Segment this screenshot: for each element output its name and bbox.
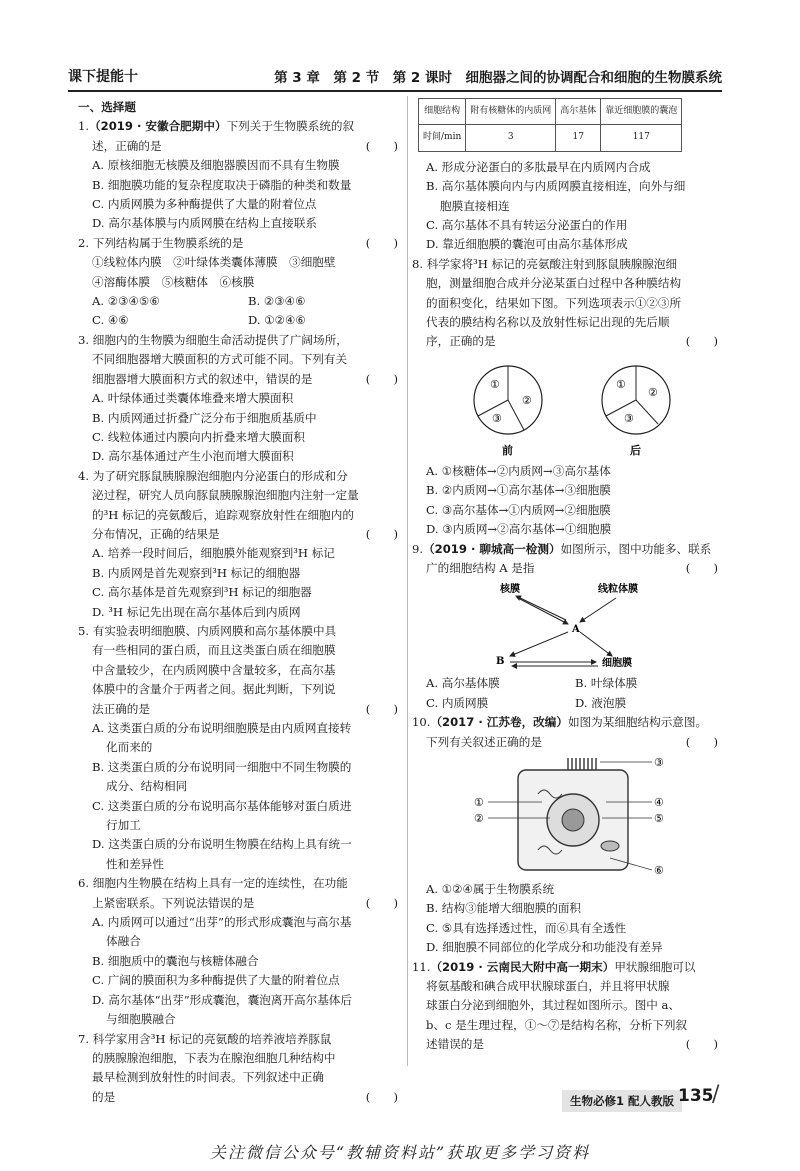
question-1 [78, 117, 404, 233]
q7-option-c: C. 高尔基体不具有转运分泌蛋白的作用 [426, 218, 628, 233]
q3-stem-2: 不同细胞器增大膜面积的方式可能不同。下列有关 [92, 352, 348, 367]
q5-option-b-cont: 成分、结构相同 [106, 779, 188, 794]
q10-number: 10. [412, 715, 431, 730]
q8-stem-1: 8. 科学家将³H 标记的亮氨酸注射到豚鼠胰腺腺泡细 [412, 256, 678, 271]
table-cell: 时间/min [419, 125, 466, 151]
q1-answer-blank: ( ) [365, 138, 398, 153]
table-cell: 3 [466, 125, 556, 151]
q4-stem-3: 的³H 标记的亮氨酸后，追踪观察放射性在细胞内的 [92, 507, 354, 522]
table-cell: 高尔基体 [556, 99, 601, 125]
question-4 [78, 467, 404, 622]
q10-stem: 如图为某细胞结构示意图。 [567, 715, 708, 730]
q7-stem-3: 最早检测到放射性的时间表。下列叙述中正确 [92, 1070, 324, 1085]
q7-option-b: B. 高尔基体膜向内与内质网膜直接相连，向外与细 [426, 179, 686, 194]
q10-cell-figure [438, 754, 698, 878]
q2-answer-blank: ( ) [365, 235, 398, 250]
q6-option-b: B. 细胞质中的囊泡与核糖体融合 [92, 953, 259, 968]
column-divider [407, 96, 408, 1066]
q9-option-c: C. 内质网膜 [426, 695, 489, 710]
q3-stem-1: 3. 细胞内的生物膜为细胞生命活动提供了广阔场所， [78, 332, 348, 347]
header-rule [68, 90, 722, 92]
pie-after-label-1: ① [616, 377, 626, 391]
q6-option-a: A. 内质网可以通过“出芽”的形式形成囊泡与高尔基 [92, 915, 352, 930]
label-mito-membrane: 线粒体膜 [598, 584, 638, 596]
q5-option-b: B. 这类蛋白质的分布说明同一细胞中不同生物膜的 [92, 759, 352, 774]
promo-footer: 关注微信公众号“教辅资料站”获取更多学习资料 [209, 1143, 591, 1162]
q4-option-a: A. 培养一段时间后，细胞膜外能观察到³H 标记 [92, 546, 335, 561]
question-6 [78, 874, 404, 1029]
label-nuclear-membrane: 核膜 [500, 584, 520, 596]
q6-option-a-cont: 体融合 [106, 934, 141, 949]
q11-stem-4: b、c 是生理过程，①～⑦是结构名称，分析下列叙 [426, 1017, 688, 1032]
pie-before-label-3: ③ [492, 411, 502, 425]
q2-option-d: D. ①②④⑥ [248, 313, 306, 328]
question-3 [78, 331, 404, 467]
q9-source: （2019 · 聊城高一检测） [423, 541, 561, 556]
q4-stem-4: 分布情况，正确的结果是 [92, 526, 220, 541]
q2-items-1: ①线粒体内膜 ②叶绿体类囊体薄膜 ③细胞壁 [92, 255, 336, 270]
q9-answer-blank: ( ) [685, 560, 718, 575]
q5-answer-blank: ( ) [365, 701, 398, 716]
q7-option-d: D. 靠近细胞膜的囊泡可由高尔基体形成 [426, 237, 628, 252]
q1-option-c: C. 内质网膜为多种酶提供了大量的附着位点 [92, 197, 317, 212]
q10-option-b: B. 结构③能增大细胞膜的面积 [426, 901, 582, 916]
q7-stem-4: 的是 [92, 1089, 116, 1104]
q5-option-d: D. 这类蛋白质的分布说明生物膜在结构上具有统一 [92, 837, 352, 852]
q7-stem-1: 7. 科学家用含³H 标记的亮氨酸的培养液培养豚鼠 [78, 1031, 332, 1046]
pie-before [474, 366, 542, 457]
q1-option-a: A. 原核细胞无核膜及细胞器膜因而不具有生物膜 [92, 158, 340, 173]
q2-items-2: ④溶酶体膜 ⑤核糖体 ⑥核膜 [92, 274, 255, 289]
q7-answer-blank: ( ) [365, 1089, 398, 1104]
q1-number: 1. [78, 119, 90, 134]
pie-before-caption: 前 [502, 443, 513, 457]
q6-stem-1: 6. 细胞内生物膜在结构上具有一定的连续性，在功能 [78, 876, 348, 891]
q2-option-c: C. ④⑥ [92, 313, 129, 328]
table-cell: 附有核糖体的内质网 [466, 99, 556, 125]
right-column [412, 98, 724, 1055]
table-cell: 细胞结构 [419, 99, 466, 125]
cell-label-6: ⑥ [654, 863, 664, 877]
q1-stem-2: 述，正确的是 [92, 138, 162, 153]
q4-option-d: D. ³H 标记先出现在高尔基体后到内质网 [92, 604, 301, 619]
q5-stem-5: 法正确的是 [92, 701, 150, 716]
q5-option-d-cont: 性和差异性 [106, 856, 164, 871]
q6-stem-2: 上紧密联系。下列说法错误的是 [92, 895, 255, 910]
q9-stem-2: 广的细胞结构 A 是指 [426, 560, 535, 575]
q4-stem-2: 泌过程，研究人员向豚鼠胰腺腺泡细胞内注射一定量 [92, 488, 359, 503]
q5-stem-1: 5. 有实验表明细胞膜、内质网膜和高尔基体膜中具 [78, 623, 337, 638]
q10-answer-blank: ( ) [685, 734, 718, 749]
q11-stem-2: 将氨基酸和碘合成甲状腺球蛋白，并且将甲状腺 [426, 978, 670, 993]
q8-stem-2: 胞，测量细胞合成并分泌某蛋白过程中各种膜结构 [426, 276, 682, 291]
q8-stem-5: 序，正确的是 [426, 334, 496, 349]
q7-stem-2: 的胰腺腺泡细胞，下表为在腺泡细胞几种结构中 [92, 1050, 336, 1065]
q1-option-b: B. 细胞膜功能的复杂程度取决于磷脂的种类和数量 [92, 177, 352, 192]
page-slash-decoration: / [712, 1082, 720, 1107]
q4-option-b: B. 内质网是首先观察到³H 标记的细胞器 [92, 565, 301, 580]
q3-answer-blank: ( ) [365, 371, 398, 386]
q9-stem: 如图所示，图中功能多、联系 [560, 541, 712, 556]
q5-stem-2: 有一些相同的蛋白质，而且这类蛋白质在细胞膜 [92, 643, 336, 658]
q8-stem-4: 代表的膜结构名称以及放射性标记出现的先后顺 [426, 315, 670, 330]
q2-option-b: B. ②③④⑥ [248, 294, 306, 309]
q8-option-d: D. ③内质网→②高尔基体→①细胞膜 [426, 522, 612, 537]
q11-source: （2019 · 云南民大附中高一期末） [430, 959, 615, 974]
pie-after-label-3: ③ [624, 411, 634, 425]
q8-pie-figure [418, 354, 718, 460]
q10-option-a: A. ①②④属于生物膜系统 [426, 881, 555, 896]
label-b: B [496, 656, 505, 668]
pie-after-label-2: ② [648, 385, 658, 399]
section-title: 一、选择题 [78, 100, 136, 114]
q1-stem: 下列关于生物膜系统的叙 [226, 119, 355, 134]
cell-label-5: ⑤ [654, 811, 664, 825]
q3-option-c: C. 线粒体通过内膜向内折叠来增大膜面积 [92, 429, 305, 444]
q5-option-a: A. 这类蛋白质的分布说明细胞膜是由内质网直接转 [92, 721, 352, 735]
q8-option-c: C. ③高尔基体→①内质网→②细胞膜 [426, 502, 611, 517]
q5-stem-3: 中含量较少，在内质网膜中含量较多，在高尔基 [92, 662, 336, 677]
cell-label-2: ② [474, 811, 484, 825]
question-2 [78, 234, 404, 331]
q10-source: （2017 · 江苏卷，改编） [430, 715, 568, 730]
q4-answer-blank: ( ) [365, 526, 398, 541]
book-badge: 生物必修1 配人教版 [562, 1090, 682, 1112]
q8-answer-blank: ( ) [685, 334, 718, 349]
table-header-row [419, 99, 682, 125]
question-8 [412, 255, 724, 540]
header-left: 课下提能十 [68, 69, 138, 85]
q9-option-a: A. 高尔基体膜 [426, 676, 500, 691]
label-cell-membrane: 细胞膜 [602, 658, 632, 670]
question-11 [412, 958, 724, 1055]
q10-option-c: C. ⑤具有选择透过性，而⑥具有全透性 [426, 920, 627, 935]
q9-option-d: D. 液泡膜 [575, 695, 627, 710]
q9-option-b: B. 叶绿体膜 [575, 676, 638, 691]
q5-option-a-cont: 化而来的 [106, 740, 153, 755]
q3-option-a: A. 叶绿体通过类囊体堆叠来增大膜面积 [92, 391, 294, 406]
pie-before-label-2: ② [522, 393, 532, 407]
q4-stem-1: 4. 为了研究豚鼠胰腺腺泡细胞内分泌蛋白的形成和分 [78, 468, 348, 483]
left-column [78, 98, 404, 1107]
table-row [419, 125, 682, 151]
q8-option-a: A. ①核糖体→②内质网→③高尔基体 [426, 463, 611, 478]
q11-answer-blank: ( ) [685, 1037, 718, 1052]
cell-label-3: ③ [654, 755, 664, 769]
q7-time-table [418, 98, 682, 152]
q11-number: 11. [412, 959, 431, 974]
q1-option-d: D. 高尔基体膜与内质网膜在结构上直接联系 [92, 216, 317, 231]
pie-after [602, 366, 670, 457]
q3-stem-3: 细胞器增大膜面积方式的叙述中，错误的是 [92, 371, 313, 386]
pie-after-caption: 后 [630, 443, 641, 457]
pie-before-label-1: ① [490, 377, 500, 391]
question-9 [412, 540, 724, 714]
cell-label-4: ④ [654, 795, 664, 809]
q11-stem-3: 球蛋白分泌到细胞外，其过程如图所示。图中 a、 [426, 998, 681, 1013]
table-cell: 靠近细胞膜的囊泡 [601, 99, 682, 125]
question-5 [78, 622, 404, 874]
q3-option-b: B. 内质网通过折叠广泛分布于细胞质基质中 [92, 410, 317, 425]
q8-option-b: B. ②内质网→①高尔基体→③细胞膜 [426, 483, 611, 498]
q6-option-d-cont: 与细胞膜融合 [106, 1012, 176, 1027]
q6-answer-blank: ( ) [365, 895, 398, 910]
q2-stem: 2. 下列结构属于生物膜系统的是 [78, 235, 244, 250]
q4-option-c: C. 高尔基体是首先观察到³H 标记的细胞器 [92, 585, 312, 600]
q10-option-d: D. 细胞膜不同部位的化学成分和功能没有差异 [426, 940, 663, 955]
q1-source: （2019 · 安徽合肥期中） [89, 119, 227, 134]
q6-option-c: C. 广阔的膜面积为多种酶提供了大量的附着位点 [92, 973, 340, 988]
table-cell: 117 [601, 125, 682, 151]
q10-stem-2: 下列有关叙述正确的是 [426, 734, 542, 749]
q11-stem: 甲状腺细胞可以 [614, 959, 696, 974]
page-number: 135 [678, 1086, 714, 1106]
header-chapter-title: 第 3 章 第 2 节 第 2 课时 细胞器之间的协调配合和细胞的生物膜系统 [274, 70, 722, 86]
question-7 [78, 1030, 404, 1108]
q5-option-c-cont: 行加工 [106, 818, 141, 833]
q6-option-d: D. 高尔基体“出芽”形成囊泡，囊泡离开高尔基体后 [92, 992, 352, 1007]
table-cell: 17 [556, 125, 601, 151]
q8-stem-3: 的面积变化，结果如下图。下列选项表示①②③所 [426, 295, 682, 310]
cell-label-1: ① [474, 795, 484, 809]
q11-stem-5: 述错误的是 [426, 1037, 484, 1052]
q5-option-c: C. 这类蛋白质的分布说明高尔基体能够对蛋白质进 [92, 798, 352, 813]
nucleolus-shape [562, 809, 584, 831]
q7-option-a: A. 形成分泌蛋白的多肽最早在内质网内合成 [426, 159, 651, 174]
q3-option-d: D. 高尔基体通过产生小泡而增大膜面积 [92, 449, 294, 464]
q7-option-b-cont: 胞膜直接相连 [440, 198, 510, 213]
q2-option-a: A. ②③④⑤⑥ [92, 294, 160, 309]
q5-stem-4: 体膜中的含量介于两者之间。据此判断，下列说 [92, 682, 336, 697]
q9-number: 9. [412, 541, 424, 556]
label-a: A [572, 624, 580, 636]
question-10 [412, 713, 724, 957]
q9-arrow-diagram [448, 580, 688, 672]
